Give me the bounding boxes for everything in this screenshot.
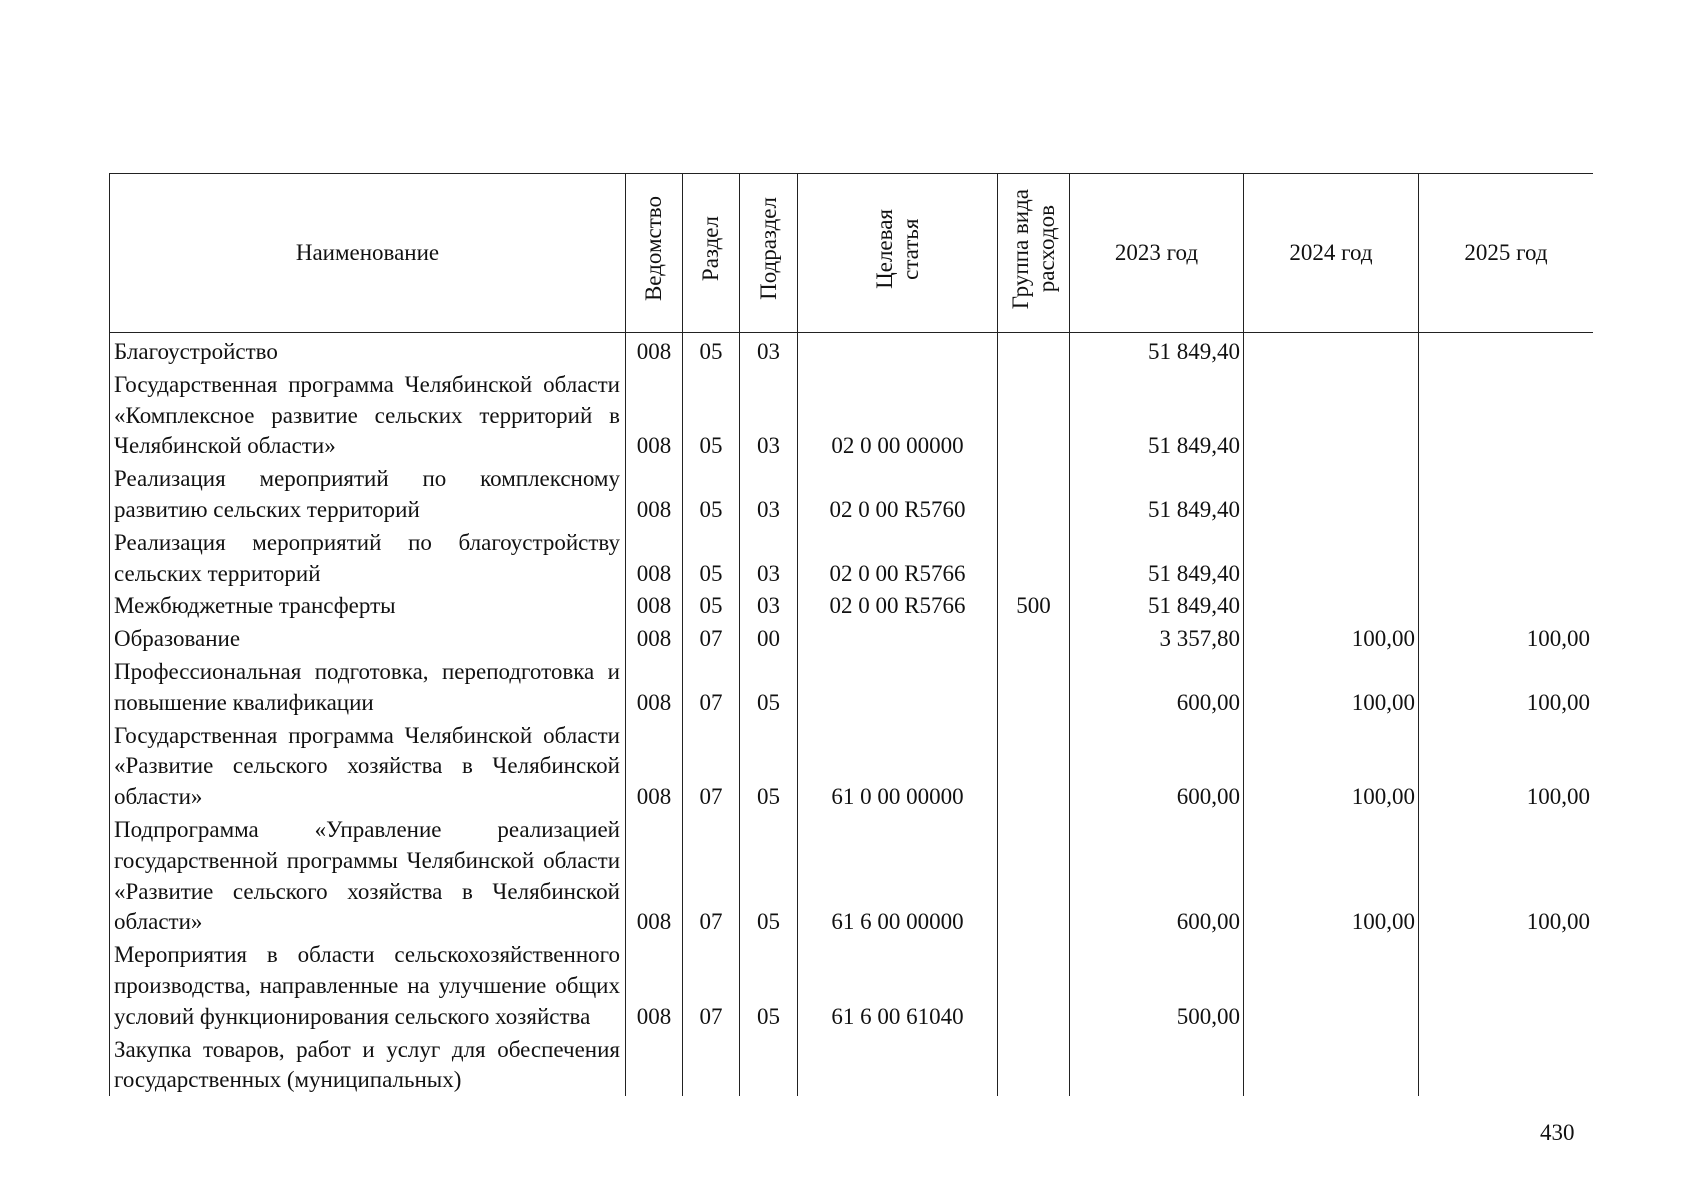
row-subsection: 05: [740, 655, 798, 719]
row-2024: [1244, 526, 1419, 590]
row-section: 05: [683, 333, 740, 368]
row-2025: 100,00: [1419, 622, 1594, 655]
row-section: 05: [683, 462, 740, 526]
row-2023: 51 849,40: [1070, 589, 1244, 622]
row-2025: [1419, 938, 1594, 1032]
row-subsection: [740, 1033, 798, 1097]
row-department: 008: [626, 462, 683, 526]
row-2023: 600,00: [1070, 719, 1244, 813]
row-expense-group: [998, 1033, 1070, 1097]
row-department: [626, 1033, 683, 1097]
row-department: 008: [626, 368, 683, 462]
row-subsection: 00: [740, 622, 798, 655]
row-expense-group: [998, 462, 1070, 526]
row-target: 61 6 00 00000: [798, 813, 998, 938]
row-subsection: 05: [740, 813, 798, 938]
header-expense-group: [998, 174, 1070, 333]
row-target: 61 0 00 00000: [798, 719, 998, 813]
row-2024: 100,00: [1244, 622, 1419, 655]
row-target: 02 0 00 00000: [798, 368, 998, 462]
row-target: 61 6 00 61040: [798, 938, 998, 1032]
header-subsection-label: Подраздел: [755, 197, 781, 301]
row-name: Благоустройство: [110, 333, 626, 368]
header-department-label: Ведомство: [641, 196, 666, 302]
header-2025-label: 2025 год: [1464, 239, 1548, 265]
row-2023: 51 849,40: [1070, 526, 1244, 590]
table-row: [110, 368, 1594, 462]
row-target: [798, 622, 998, 655]
row-department: 008: [626, 813, 683, 938]
row-expense-group: [998, 368, 1070, 462]
table-row: [110, 719, 1594, 813]
row-2025: [1419, 526, 1594, 590]
row-name: Межбюджетные трансферты: [110, 589, 626, 622]
row-expense-group: [998, 938, 1070, 1032]
row-2023: 51 849,40: [1070, 333, 1244, 368]
row-2025: 100,00: [1419, 813, 1594, 938]
row-name: Подпрограмма «Управление реализацией государственной программы Челябинской области «Развитие сельского хозяйства в Челябинской области»: [110, 813, 626, 938]
row-department: 008: [626, 333, 683, 368]
row-target: [798, 333, 998, 368]
row-2024: [1244, 462, 1419, 526]
table-row: [110, 622, 1594, 655]
row-section: 07: [683, 719, 740, 813]
row-2024: [1244, 938, 1419, 1032]
row-2023: 51 849,40: [1070, 462, 1244, 526]
header-name-label: Наименование: [295, 239, 440, 265]
row-expense-group: [998, 526, 1070, 590]
row-section: 05: [683, 368, 740, 462]
row-subsection: 03: [740, 589, 798, 622]
row-target: 02 0 00 R5760: [798, 462, 998, 526]
row-2025: 100,00: [1419, 655, 1594, 719]
header-2023-label: 2023 год: [1114, 239, 1199, 265]
table-header-row: [110, 174, 1594, 333]
row-2024: [1244, 1033, 1419, 1097]
row-target: [798, 655, 998, 719]
row-department: 008: [626, 719, 683, 813]
row-name: Профессиональная подготовка, переподготовка и повышение квалификации: [110, 655, 626, 719]
row-name: Образование: [110, 622, 626, 655]
row-target: [798, 1033, 998, 1097]
row-expense-group: [998, 813, 1070, 938]
table-row: [110, 589, 1594, 622]
header-2025: [1419, 174, 1594, 333]
row-subsection: 03: [740, 462, 798, 526]
header-target-line2: статья: [897, 217, 923, 280]
row-department: 008: [626, 526, 683, 590]
row-2024: [1244, 368, 1419, 462]
header-group-line2: расходов: [1033, 205, 1059, 293]
row-name: Реализация мероприятий по комплексному развитию сельских территорий: [110, 462, 626, 526]
row-2023: [1070, 1033, 1244, 1097]
row-2024: [1244, 589, 1419, 622]
table-row: [110, 655, 1594, 719]
row-section: 05: [683, 526, 740, 590]
header-name: [110, 174, 626, 333]
header-2024: [1244, 174, 1419, 333]
row-department: 008: [626, 589, 683, 622]
row-name: Реализация мероприятий по благоустройству сельских территорий: [110, 526, 626, 590]
row-expense-group: [998, 333, 1070, 368]
table-row: [110, 938, 1594, 1032]
row-department: 008: [626, 938, 683, 1032]
row-department: 008: [626, 622, 683, 655]
header-department: [626, 174, 683, 333]
header-2023: [1070, 174, 1244, 333]
row-2025: [1419, 462, 1594, 526]
row-2025: [1419, 368, 1594, 462]
row-section: 07: [683, 655, 740, 719]
header-section-label: Раздел: [698, 216, 723, 282]
row-expense-group: 500: [998, 589, 1070, 622]
row-2025: [1419, 1033, 1594, 1097]
row-2024: 100,00: [1244, 655, 1419, 719]
row-expense-group: [998, 719, 1070, 813]
row-name: Мероприятия в области сельскохозяйственного производства, направленные на улучшение общих условий функционирования сельского хозяйства: [110, 938, 626, 1032]
header-expense-group-label: [1008, 189, 1060, 309]
budget-table: [109, 173, 1593, 1096]
row-subsection: 03: [740, 368, 798, 462]
header-target: [798, 174, 998, 333]
row-2024: 100,00: [1244, 813, 1419, 938]
row-section: 07: [683, 938, 740, 1032]
row-2025: [1419, 333, 1594, 368]
row-2023: 51 849,40: [1070, 368, 1244, 462]
page-number: 430: [1540, 1120, 1575, 1145]
row-department: 008: [626, 655, 683, 719]
row-subsection: 05: [740, 938, 798, 1032]
row-subsection: 03: [740, 333, 798, 368]
table-row: [110, 526, 1594, 590]
row-section: 07: [683, 622, 740, 655]
header-target-label: [872, 209, 924, 289]
row-expense-group: [998, 655, 1070, 719]
row-2025: 100,00: [1419, 719, 1594, 813]
table-row: [110, 813, 1594, 938]
header-subsection: [740, 174, 798, 333]
row-2025: [1419, 589, 1594, 622]
header-2024-label: 2024 год: [1289, 239, 1373, 265]
row-target: 02 0 00 R5766: [798, 589, 998, 622]
table-row: [110, 1033, 1594, 1097]
row-subsection: 03: [740, 526, 798, 590]
row-section: 05: [683, 589, 740, 622]
row-name: Закупка товаров, работ и услуг для обеспечения государственных (муниципальных): [110, 1033, 626, 1097]
row-name: Государственная программа Челябинской области «Комплексное развитие сельских территорий в Челябинской области»: [110, 368, 626, 462]
row-section: [683, 1033, 740, 1097]
row-2023: 600,00: [1070, 655, 1244, 719]
table-row: [110, 462, 1594, 526]
row-2023: 500,00: [1070, 938, 1244, 1032]
row-2024: [1244, 333, 1419, 368]
header-target-line1: Целевая: [871, 208, 897, 289]
row-expense-group: [998, 622, 1070, 655]
row-section: 07: [683, 813, 740, 938]
row-2023: 3 357,80: [1070, 622, 1244, 655]
row-2023: 600,00: [1070, 813, 1244, 938]
row-name: Государственная программа Челябинской области «Развитие сельского хозяйства в Челябинской области»: [110, 719, 626, 813]
row-subsection: 05: [740, 719, 798, 813]
row-target: 02 0 00 R5766: [798, 526, 998, 590]
header-group-line1: Группа вида: [1007, 188, 1033, 309]
header-section: [683, 174, 740, 333]
table-frame: [109, 173, 1593, 1101]
table-row: [110, 333, 1594, 368]
row-2024: 100,00: [1244, 719, 1419, 813]
